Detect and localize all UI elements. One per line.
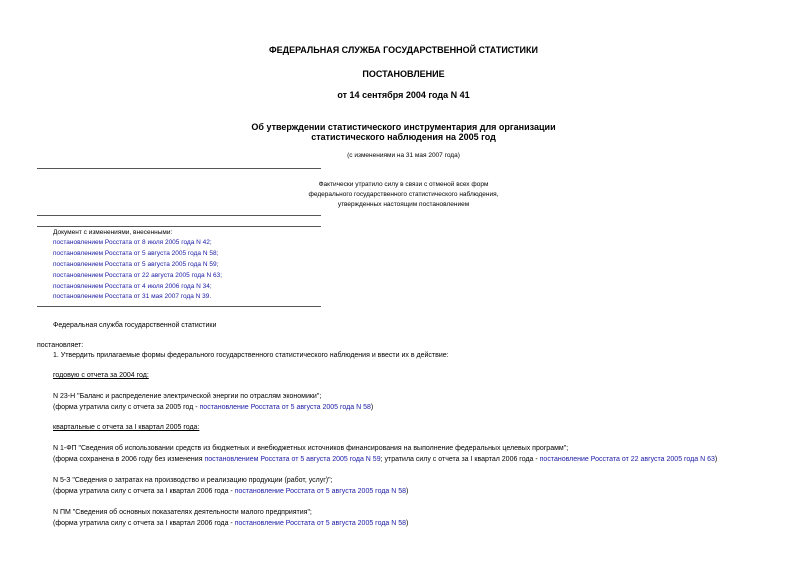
amendment-link[interactable]: постановлением Росстата от 8 июля 2005 года N 42; — [53, 239, 212, 246]
status-note-line1: Фактически утратило силу в связи с отменой всех форм — [318, 181, 489, 188]
document-title-line1: Об утверждении статистического инструментария для организации — [251, 122, 556, 132]
amendments-intro: Документ с изменениями, внесенными: — [53, 229, 173, 236]
form-53-note — [53, 488, 408, 496]
note-paren: ) — [406, 520, 409, 527]
issuer: Федеральная служба государственной статистики — [53, 322, 217, 329]
form-23n-note — [53, 404, 373, 412]
form-1fp: N 1-ФП "Сведения об использовании средств из бюджетных и внебюджетных источников финансирования на выполнение федеральных целевых программ"; — [53, 445, 569, 452]
form-pm-link[interactable]: постановление Росстата от 5 августа 2005 года N 58 — [234, 520, 407, 527]
note-text: (форма утратила силу с отчета за I квартал 2006 года - — [53, 520, 235, 527]
form-53-link[interactable]: постановление Росстата от 5 августа 2005 года N 58 — [234, 488, 407, 495]
document-date-number: от 14 сентября 2004 года N 41 — [337, 90, 470, 100]
note-paren: ) — [370, 404, 374, 411]
document-type: ПОСТАНОВЛЕНИЕ — [362, 69, 445, 79]
note-text: (форма утратила силу с отчета за I квартал 2006 года - — [53, 488, 235, 495]
quarterly-heading: квартальные с отчета за I квартал 2005 года: — [53, 424, 200, 431]
note-paren: ) — [714, 456, 718, 463]
agency-title: ФЕДЕРАЛЬНАЯ СЛУЖБА ГОСУДАРСТВЕННОЙ СТАТИСТИКИ — [269, 45, 538, 55]
form-1fp-link-63[interactable]: постановление Росстата от 22 августа 2005 года N 63 — [539, 456, 715, 463]
form-1fp-link-59[interactable]: постановлением Росстата от 5 августа 2005 года N 59 — [204, 456, 381, 463]
amendment-link[interactable]: постановлением Росстата от 5 августа 2005 года N 58; — [53, 250, 219, 257]
annual-heading: годовую с отчета за 2004 год: — [53, 372, 149, 379]
note-text: ; утратила силу с отчета за I квартал 2006 года - — [380, 456, 540, 463]
status-note-line3: утвержденных настоящим постановлением — [337, 201, 470, 208]
note-text: (форма сохранена в 2006 году без изменения — [53, 456, 205, 463]
divider — [37, 226, 321, 227]
amended-note: (с изменениями на 31 мая 2007 года) — [347, 152, 460, 159]
status-note-line2: федерального государственного статистического наблюдения, — [308, 191, 499, 198]
amendment-link[interactable]: постановлением Росстата от 31 мая 2007 года N 39. — [53, 293, 212, 300]
form-pm: N ПМ "Сведения об основных показателях деятельности малого предприятия"; — [53, 509, 312, 516]
form-pm-note — [53, 520, 408, 528]
document-title-line2: статистического наблюдения на 2005 год — [311, 132, 496, 142]
amendment-link[interactable]: постановлением Росстата от 4 июля 2006 года N 34; — [53, 283, 212, 290]
form-23n-link[interactable]: постановление Росстата от 5 августа 2005 года N 58 — [199, 404, 371, 411]
divider — [37, 168, 321, 169]
amendment-link[interactable]: постановлением Росстата от 5 августа 2005 года N 59; — [53, 261, 219, 268]
divider — [37, 306, 321, 307]
note-text: (форма утратила силу с отчета за 2005 год - — [53, 404, 200, 411]
form-53: N 5-З "Сведения о затратах на производство и реализацию продукции (работ, услуг)"; — [53, 477, 333, 484]
form-1fp-note — [53, 456, 717, 464]
note-paren: ) — [406, 488, 409, 495]
resolves-text: постановляет: — [37, 342, 84, 349]
form-23n: N 23-Н "Баланс и распределение электрической энергии по отраслям экономики"; — [53, 393, 322, 400]
divider — [37, 215, 321, 216]
item-1: 1. Утвердить прилагаемые формы федерального государственного статистического наблюдения и ввести их в действие: — [53, 352, 449, 359]
amendment-link[interactable]: постановлением Росстата от 22 августа 2005 года N 63; — [53, 272, 222, 279]
